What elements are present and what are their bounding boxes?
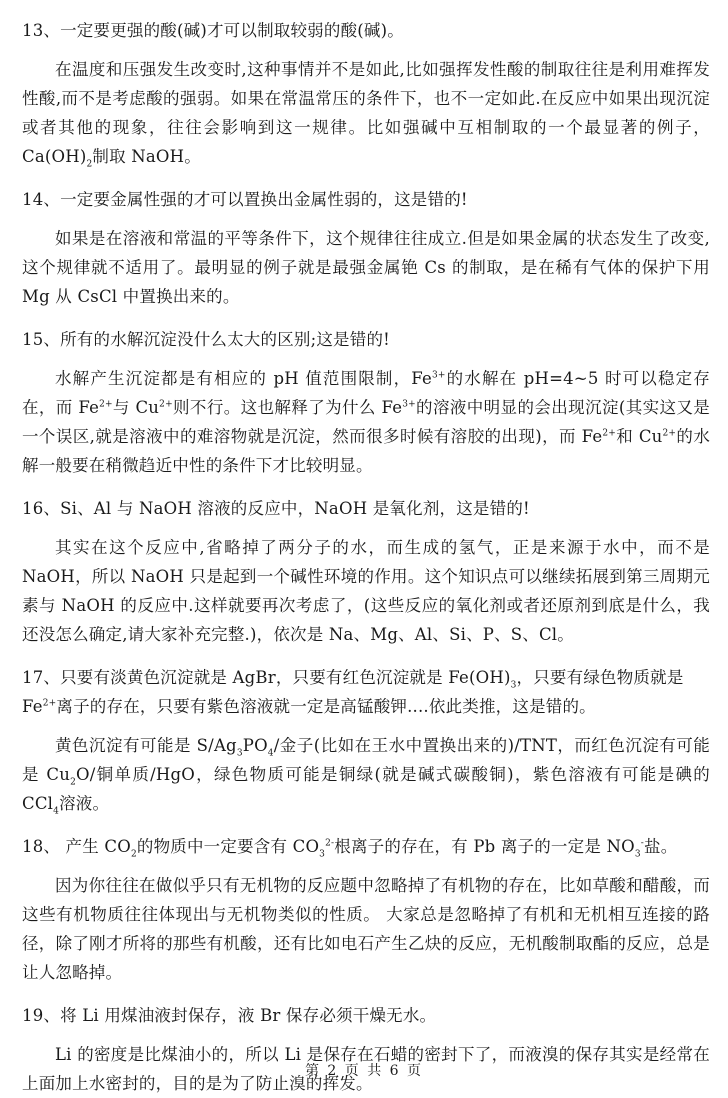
section-18 bbox=[22, 818, 710, 987]
section-paragraph: Li 的密度是比煤油小的，所以 Li 是保存在石蜡的密封下了，而液溴的保存其实是经常在上面加上水密封的，目的是为了防止溴的挥发。 bbox=[22, 1045, 710, 1093]
section-14 bbox=[22, 171, 710, 311]
section-paragraph: 其实在这个反应中,省略掉了两分子的水，而生成的氢气，正是来源于水中，而不是 NaOH，所以 NaOH 只是起到一个碱性环境的作用。这个知识点可以继续拓展到第三周期元素与 NaOH 的反应中.这样就要再次考虑了，(这些反应的氧化剂或者还原剂到底是什么，我还没怎么确定,请大家补充完整.)，依次是 Na、Mg、Al、Si、P、S、Cl。 bbox=[22, 538, 710, 644]
section-heading: 13、一定要更强的酸(碱)才可以制取较弱的酸(碱)。 bbox=[22, 21, 404, 40]
section-16 bbox=[22, 480, 710, 649]
page-number-footer: 第 2 页 共 6 页 bbox=[304, 1063, 424, 1079]
section-19 bbox=[22, 987, 710, 1098]
section-heading: 16、Si、Al 与 NaOH 溶液的反应中，NaOH 是氧化剂，这是错的! bbox=[22, 499, 530, 518]
section-paragraph: 黄色沉淀有可能是 $S/Ag_3PO_4/$金子(比如在王水中置换出来的)/TNT，而红色沉淀有可能是 $Cu_2O/$铜单质/HgO，绿色物质可能是铜绿(就是碱式碳酸铜)，紫色溶液有可能是碘的 CCl$_4$溶液。 bbox=[22, 736, 710, 817]
section-paragraph: 因为你往往在做似乎只有无机物的反应题中忽略掉了有机物的存在，比如草酸和醋酸，而这些有机物质往往体现出与无机物类似的性质。 大家总是忽略掉了有机和无机相互连接的路径，除了刚才所将的那些有机酸，还有比如电石产生乙炔的反应，无机酸制取酯的反应，总是让人忽略掉。 bbox=[22, 876, 710, 982]
document-page bbox=[22, 0, 710, 1098]
section-15 bbox=[22, 311, 710, 480]
section-heading: 15、所有的水解沉淀没什么太大的区别;这是错的! bbox=[22, 330, 390, 349]
section-paragraph: 如果是在溶液和常温的平等条件下，这个规律往往成立.但是如果金属的状态发生了改变,这个规律就不适用了。最明显的例子就是最强金属铯 Cs 的制取，是在稀有气体的保护下用 Mg 从 CsCl 中置换出来的。 bbox=[22, 229, 710, 306]
section-paragraph: 水解产生沉淀都是有相应的 pH 值范围限制，$Fe^{3+}$的水解在 pH=4~5 时可以稳定存在，而 $Fe^{2+}$与 $Cu^{2+}$则不行。这也解释了为什么 $Fe^{3+}$的溶液中明显的会出现沉淀(其实这又是一个误区,就是溶液中的难溶物就是沉淀，然而很多时候有溶胶的出现)，而 $Fe^{2+}$和 $Cu^{2+}$的水解一般要在稍微趋近中性的条件下才比较明显。 bbox=[22, 369, 711, 475]
section-heading: 18、 产生 $CO_2$的物质中一定要含有 $CO_3^{2-}$根离子的存在，有 Pb 离子的一定是 $NO_3^-$盐。 bbox=[22, 837, 678, 860]
section-paragraph: 在温度和压强发生改变时,这种事情并不是如此,比如强挥发性酸的制取往往是利用难挥发性酸,而不是考虑酸的强弱。如果在常温常压的条件下，也不一定如此.在反应中如果出现沉淀或者其他的现象，往往会影响到这一规律。比如强碱中互相制取的一个最显著的例子，$Ca(OH)_2$制取 NaOH。 bbox=[22, 60, 710, 170]
section-13 bbox=[22, 0, 710, 171]
section-heading: 17、只要有淡黄色沉淀就是 AgBr，只要有红色沉淀就是 $Fe(OH)_3$，只要有绿色物质就是 $Fe^{2+}$离子的存在，只要有紫色溶液就一定是高锰酸钾....依此类推，这是错的。 bbox=[22, 668, 684, 716]
section-heading: 14、一定要金属性强的才可以置换出金属性弱的，这是错的! bbox=[22, 190, 468, 209]
section-17 bbox=[22, 649, 710, 818]
section-heading: 19、将 Li 用煤油液封保存，液 Br 保存必须干燥无水。 bbox=[22, 1006, 437, 1025]
